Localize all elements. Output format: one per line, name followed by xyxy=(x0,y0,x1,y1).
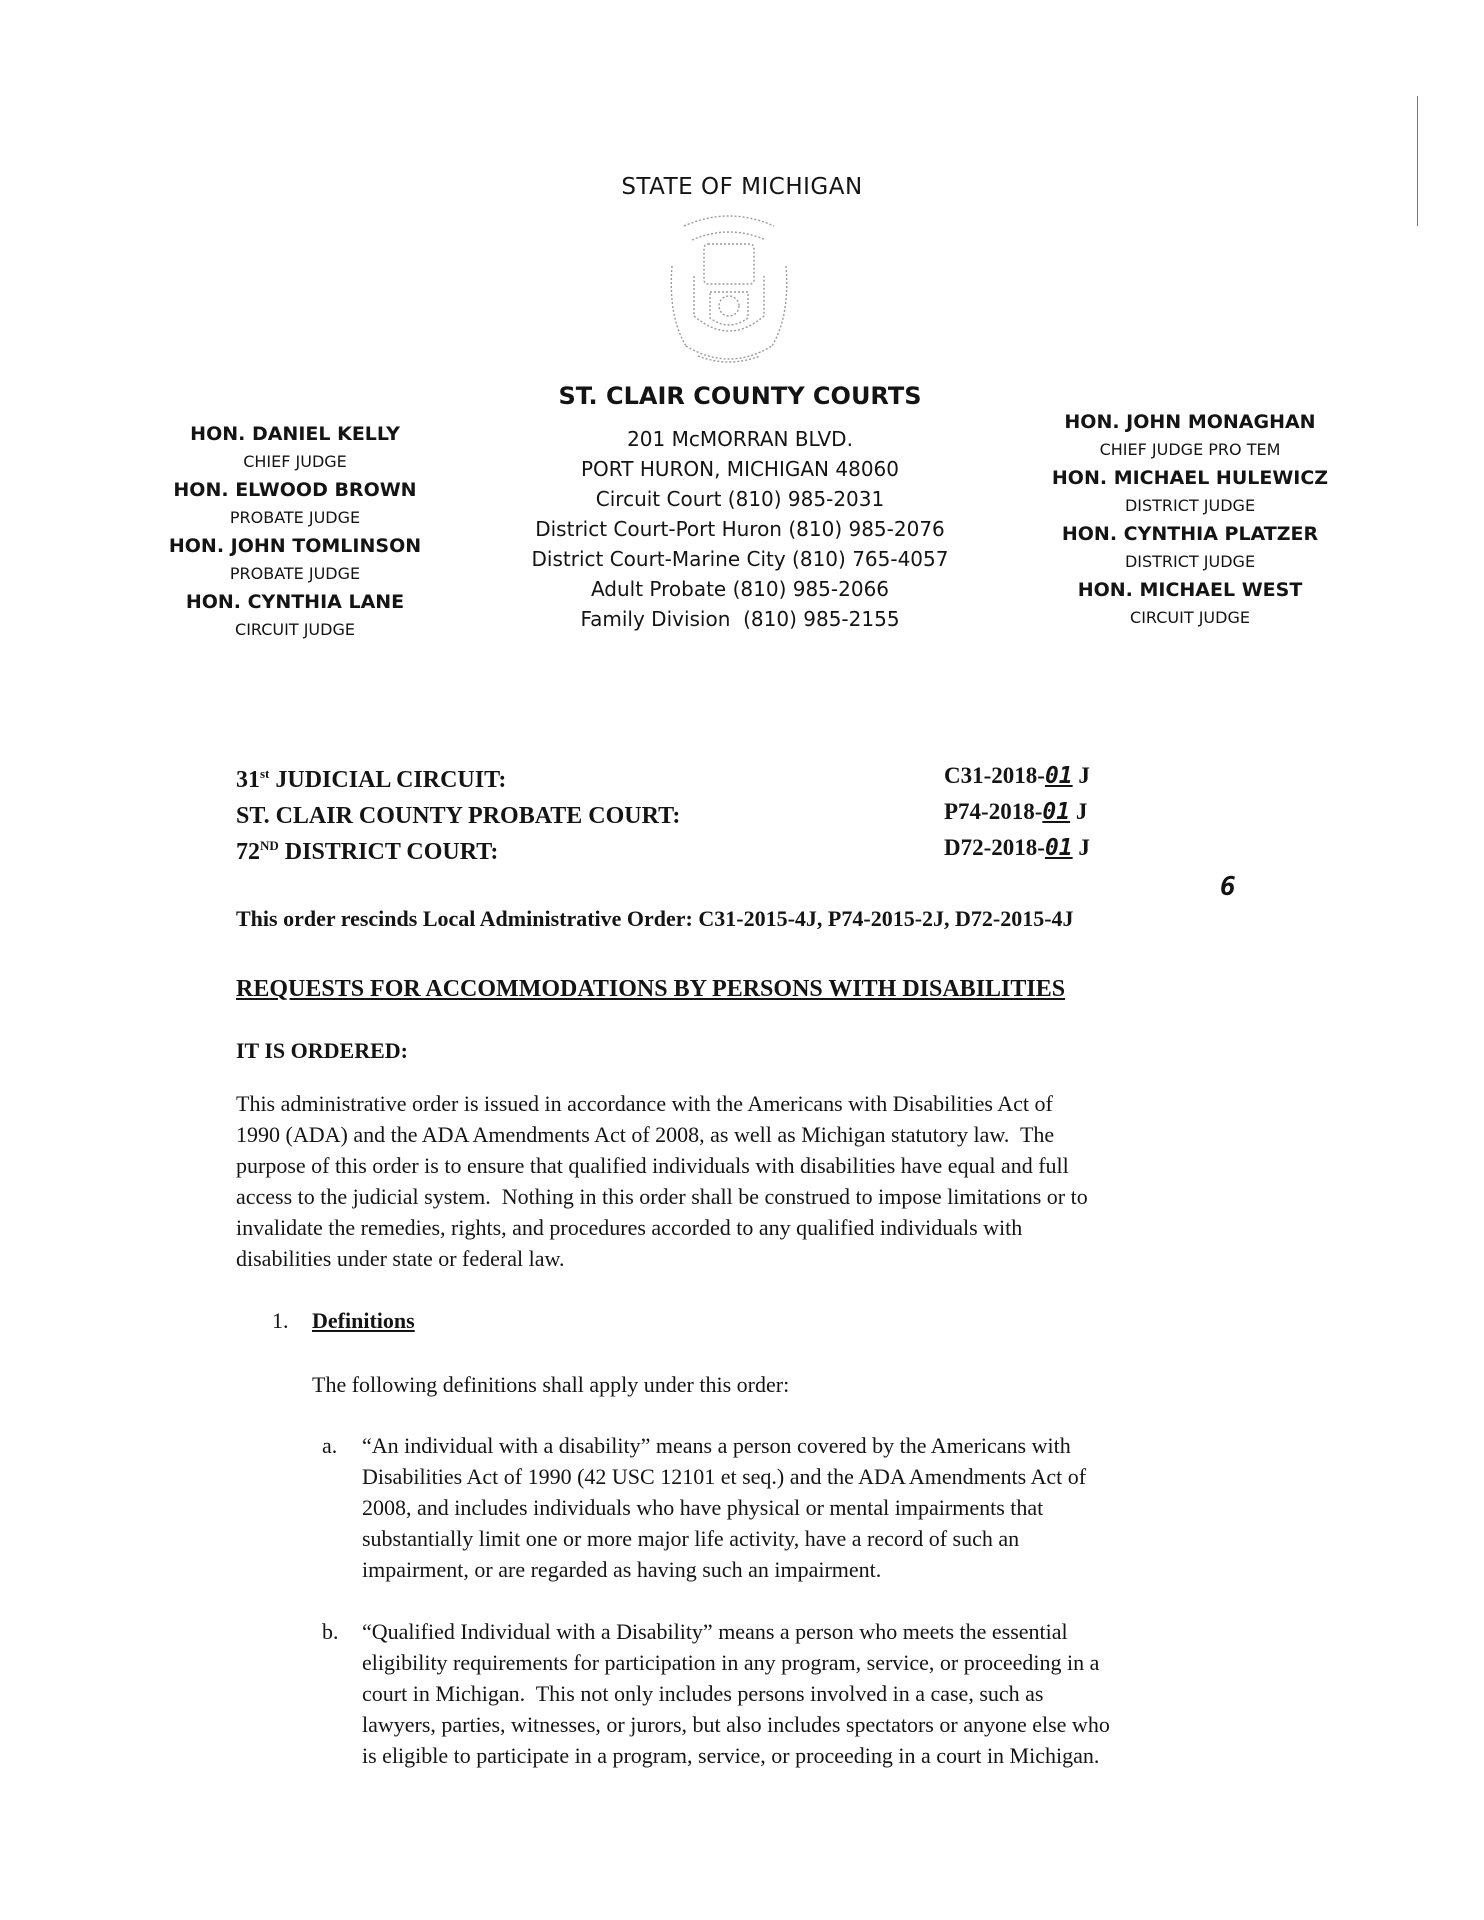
judge-name: HON. MICHAEL WEST xyxy=(1077,579,1303,601)
judge-role: PROBATE JUDGE xyxy=(229,508,361,527)
handwritten-number: 01 xyxy=(1044,835,1073,861)
judge-role: CHIEF JUDGE PRO TEM xyxy=(1099,440,1281,459)
judge-name: HON. DANIEL KELLY xyxy=(190,423,400,445)
paragraph-line: disabilities under state or federal law. xyxy=(236,1246,565,1271)
order-title: REQUESTS FOR ACCOMMODATIONS BY PERSONS WITH DISABILITIES xyxy=(236,976,1066,1002)
state-title: STATE OF MICHIGAN xyxy=(621,174,863,200)
case-numbers xyxy=(944,758,1090,866)
probate-court-label: ST. CLAIR COUNTY PROBATE COURT: xyxy=(236,803,681,829)
item-line: lawyers, parties, witnesses, or jurors, but also includes spectators or anyone else who xyxy=(362,1712,1110,1737)
intro-paragraph xyxy=(236,1088,1276,1274)
address-line: PORT HURON, MICHIGAN 48060 xyxy=(581,457,899,481)
district-court-label: 72ND DISTRICT COURT: xyxy=(236,838,499,865)
item-line: Disabilities Act of 1990 (42 USC 12101 et seq.) and the ADA Amendments Act of xyxy=(362,1464,1087,1489)
phone-circuit-court: Circuit Court (810) 985-2031 xyxy=(595,487,885,511)
judges-left-column xyxy=(150,420,440,644)
judges-right-column xyxy=(1040,408,1340,632)
section-definitions-heading xyxy=(272,1308,415,1334)
scan-margin-line xyxy=(1417,96,1418,226)
court-name: ST. CLAIR COUNTY COURTS xyxy=(558,382,922,410)
item-line: 2008, and includes individuals who have physical or mental impairments that xyxy=(362,1495,1044,1520)
judge-role: DISTRICT JUDGE xyxy=(1124,496,1256,515)
item-marker: b. xyxy=(322,1619,339,1644)
judge-role: CIRCUIT JUDGE xyxy=(235,620,355,639)
paragraph-line: 1990 (ADA) and the ADA Amendments Act of 2008, as well as Michigan statutory law. The xyxy=(236,1122,1055,1147)
item-line: “An individual with a disability” means a person covered by the Americans with xyxy=(362,1433,1071,1458)
handwritten-correction: 6 xyxy=(1220,872,1236,902)
rescind-statement xyxy=(236,872,1236,932)
judge-role: PROBATE JUDGE xyxy=(229,564,361,583)
case-number: D72-2018-01 J xyxy=(944,835,1090,861)
item-marker: a. xyxy=(322,1433,338,1458)
michigan-state-seal-icon xyxy=(664,206,794,374)
section-number: 1. xyxy=(272,1308,289,1333)
judge-role: DISTRICT JUDGE xyxy=(1124,552,1256,571)
handwritten-number: 01 xyxy=(1044,763,1073,789)
definitions-intro: The following definitions shall apply under this order: xyxy=(312,1372,790,1397)
court-address-block xyxy=(500,424,980,634)
case-number: C31-2018-01 J xyxy=(944,763,1090,789)
paragraph-line: access to the judicial system. Nothing in this order shall be construed to impose limitations or to xyxy=(236,1184,1088,1209)
section-title: Definitions xyxy=(312,1308,415,1333)
court-designations xyxy=(236,762,680,870)
item-line: “Qualified Individual with a Disability” means a person who meets the essential xyxy=(362,1619,1068,1644)
judge-name: HON. ELWOOD BROWN xyxy=(173,479,417,501)
phone-district-marine-city: District Court-Marine City (810) 765-4057 xyxy=(531,547,949,571)
judge-name: HON. CYNTHIA PLATZER xyxy=(1061,523,1319,545)
paragraph-line: This administrative order is issued in accordance with the Americans with Disabilities Act of xyxy=(236,1091,1053,1116)
paragraph-line: purpose of this order is to ensure that qualified individuals with disabilities have equal and full xyxy=(236,1153,1069,1178)
judge-name: HON. CYNTHIA LANE xyxy=(185,591,405,613)
judge-name: HON. JOHN TOMLINSON xyxy=(168,535,422,557)
paragraph-line: invalidate the remedies, rights, and procedures accorded to any qualified individuals with xyxy=(236,1215,1023,1240)
case-number: P74-2018-01 J xyxy=(944,799,1088,825)
item-line: eligibility requirements for participation in any program, service, or proceeding in a xyxy=(362,1650,1100,1675)
judge-name: HON. JOHN MONAGHAN xyxy=(1064,411,1316,433)
item-line: court in Michigan. This not only includes persons involved in a case, such as xyxy=(362,1681,1044,1706)
circuit-court-label: 31st JUDICIAL CIRCUIT: xyxy=(236,766,507,793)
phone-family-division: Family Division (810) 985-2155 xyxy=(580,607,900,631)
judge-role: CIRCUIT JUDGE xyxy=(1130,608,1250,627)
phone-district-port-huron: District Court-Port Huron (810) 985-2076 xyxy=(535,517,945,541)
ordered-heading: IT IS ORDERED: xyxy=(236,1038,408,1063)
phone-adult-probate: Adult Probate (810) 985-2066 xyxy=(590,577,890,601)
item-line: is eligible to participate in a program, service, or proceeding in a court in Michigan. xyxy=(362,1743,1100,1768)
address-line: 201 McMORRAN BLVD. xyxy=(627,427,853,451)
item-line: impairment, or are regarded as having such an impairment. xyxy=(362,1557,882,1582)
judge-role: CHIEF JUDGE xyxy=(243,452,347,471)
rescind-text: This order rescinds Local Administrative Order: C31-2015-4J, P74-2015-2J, D72-2015-4J xyxy=(236,906,1074,931)
judge-name: HON. MICHAEL HULEWICZ xyxy=(1051,467,1329,489)
item-line: substantially limit one or more major life activity, have a record of such an xyxy=(362,1526,1020,1551)
handwritten-number: 01 xyxy=(1042,799,1071,825)
